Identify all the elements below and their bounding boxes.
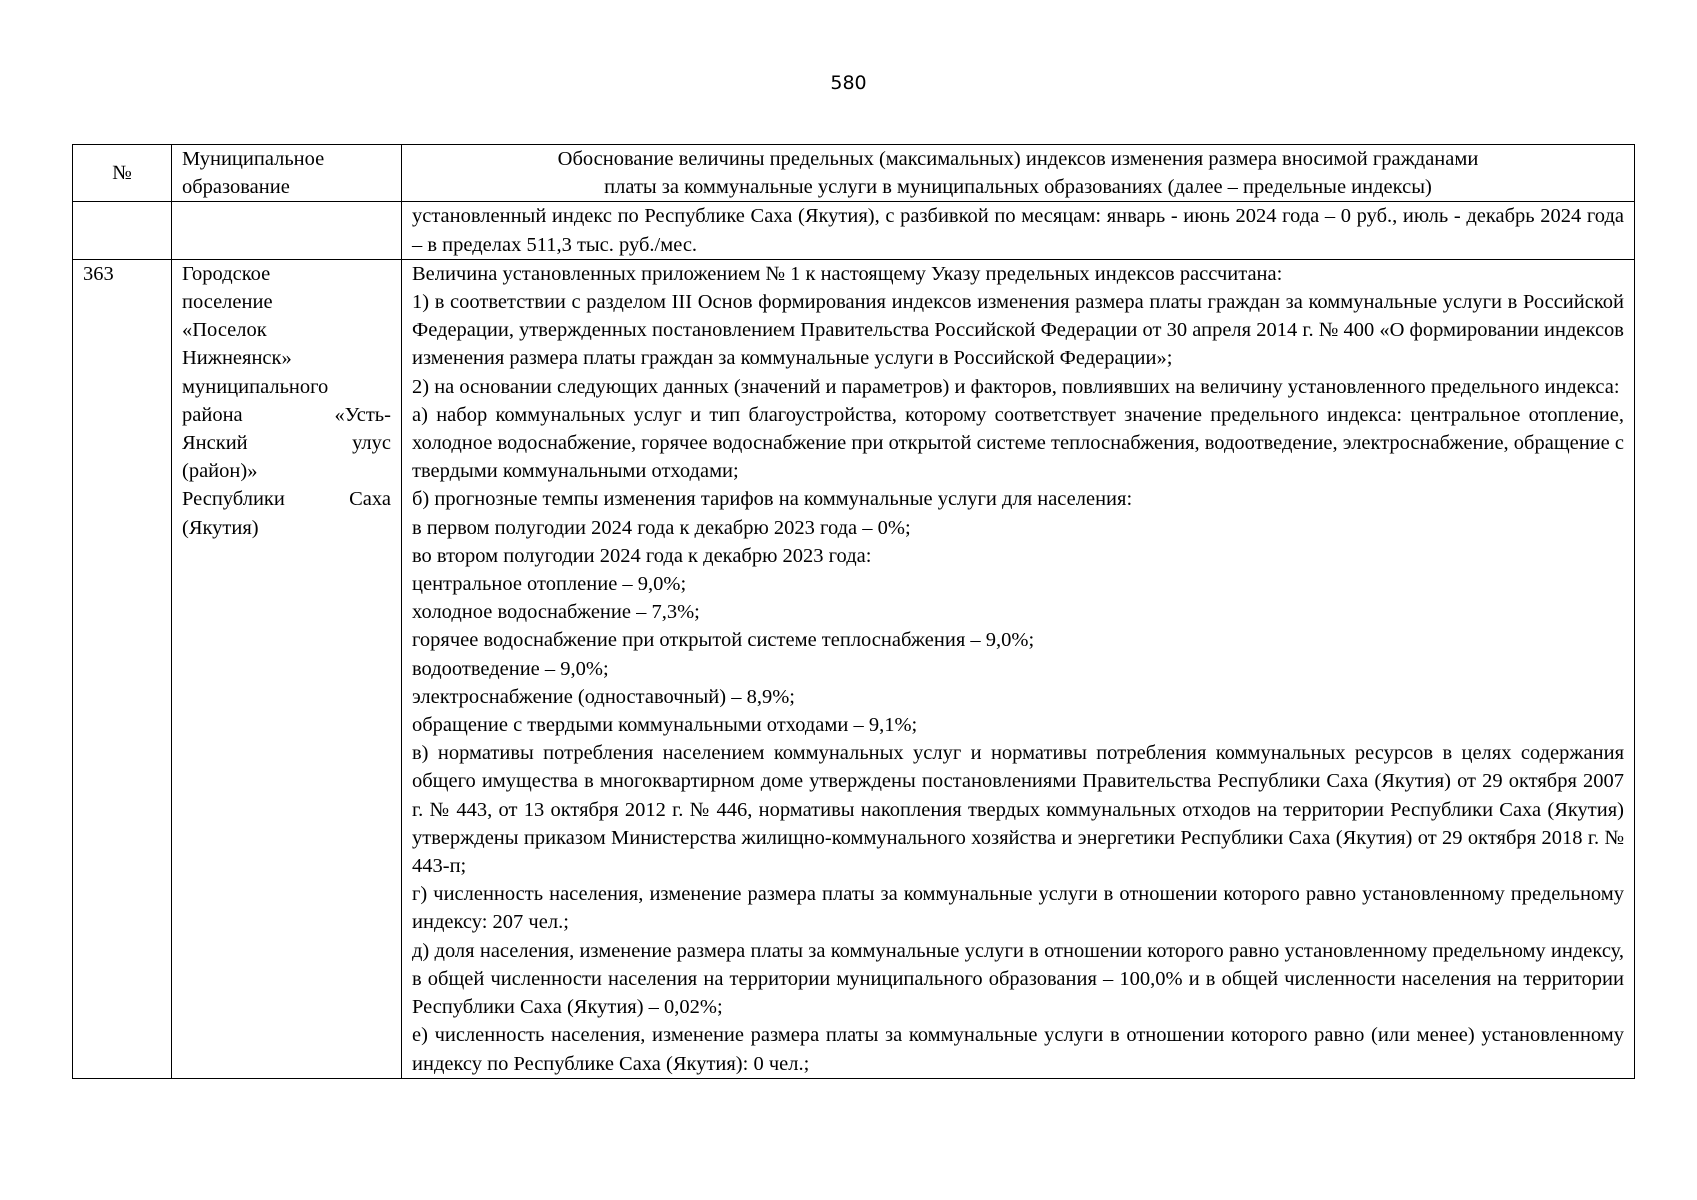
continuation-row [73,202,1635,259]
paragraph: холодное водоснабжение – 7,3%; [412,601,700,624]
header-justification [402,145,1635,202]
paragraph: д) доля населения, изменение размера платы за коммунальные услуги в отношении которого равно установленному предельному индексу, в общей численности населения на территории муниципального образования – 100,0% и в общей численности населения на территории Республики Саха (Якутия) – 0,02%; [412,939,1624,1019]
municipality-line: (Якутия) [182,516,259,539]
header-justification-line-2: платы за коммунальные услуги в муниципальных образованиях (далее – предельные индексы) [604,176,1432,199]
municipality-line: Республики Саха [182,488,391,511]
header-justification-line-1: Обоснование величины предельных (максимальных) индексов изменения размера вносимой гражданами [557,148,1479,170]
paragraph: электроснабжение (одноставочный) – 8,9%; [412,685,795,708]
header-num: № [73,145,172,202]
row-justification [402,259,1635,1078]
justification-table [72,144,1635,1079]
paragraph: 2) на основании следующих данных (значений и параметров) и факторов, повлиявших на величину установленного предельного индекса: [412,375,1620,398]
paragraph: б) прогнозные темпы изменения тарифов на коммунальные услуги для населения: [412,488,1133,511]
table-row [73,259,1635,1078]
municipality-line: (район)» [182,460,258,483]
paragraph: е) численность населения, изменение размера платы за коммунальные услуги в отношении которого равно (или менее) установленному индексу по Республике Саха (Якутия): 0 чел.; [412,1024,1624,1075]
municipality-line: муниципального [182,375,329,398]
paragraph: в) нормативы потребления населением коммунальных услуг и нормативы потребления коммунальных ресурсов в целях содержания общего имущества в многоквартирном доме утверждены постановлениями Правительства Республики Саха (Якутия) от 29 октября 2007 г. № 443, от 13 октября 2012 г. № 446, нормативы накопления твердых коммунальных отходов на территории Республики Саха (Якутия) утверждены приказом Министерства жилищно-коммунального хозяйства и энергетики Республики Саха (Якутия) от 29 октября 2018 г. № 443-п; [412,742,1624,878]
paragraph: обращение с твердыми коммунальными отходами – 9,1%; [412,714,918,737]
paragraph: в первом полугодии 2024 года к декабрю 2023 года – 0%; [412,516,911,539]
municipality-line: Нижнеянск» [182,347,292,370]
municipality-line: Городское [182,262,271,285]
page-number: 580 [830,72,867,94]
paragraph: центральное отопление – 9,0%; [412,573,687,596]
row-number: 363 [73,259,172,1078]
paragraph: 1) в соответствии с разделом III Основ формирования индексов изменения размера платы граждан за коммунальные услуги в Российской Федерации, утвержденных постановлением Правительства Российской Федерации от 30 апреля 2014 г. № 400 «О формировании индексов изменения размера платы граждан за коммунальные услуги в Российской Федерации»; [412,291,1624,370]
header-municipality: Муниципальное образование [172,145,402,202]
paragraph: во втором полугодии 2024 года к декабрю 2023 года: [412,544,872,567]
continuation-num-cell [73,202,172,259]
paragraph: г) численность населения, изменение размера платы за коммунальные услуги в отношении которого равно установленному предельному индексу: 207 чел.; [412,883,1624,934]
municipality-line: поселение [182,291,273,314]
continuation-municipality-cell [172,202,402,259]
row-municipality [172,259,402,1078]
municipality-line: Янский улус [182,432,391,455]
paragraph: Величина установленных приложением № 1 к настоящему Указу предельных индексов рассчитана: [412,262,1283,285]
paragraph: горячее водоснабжение при открытой системе теплоснабжения – 9,0%; [412,629,1035,652]
continuation-text: установленный индекс по Республике Саха (Якутия), с разбивкой по месяцам: январь - июнь 2024 года – 0 руб., июль - декабрь 2024 года – в пределах 511,3 тыс. руб./мес. [402,202,1635,259]
paragraph: водоотведение – 9,0%; [412,657,609,680]
municipality-line: района «Усть- [182,403,391,426]
municipality-line: «Поселок [182,319,267,342]
paragraph: а) набор коммунальных услуг и тип благоустройства, которому соответствует значение предельного индекса: центральное отопление, холодное водоснабжение, горячее водоснабжение при открытой системе теплоснабжения, водоотведение, электроснабжение, обращение с твердыми коммунальными отходами; [412,403,1624,483]
table-header-row [73,145,1635,202]
